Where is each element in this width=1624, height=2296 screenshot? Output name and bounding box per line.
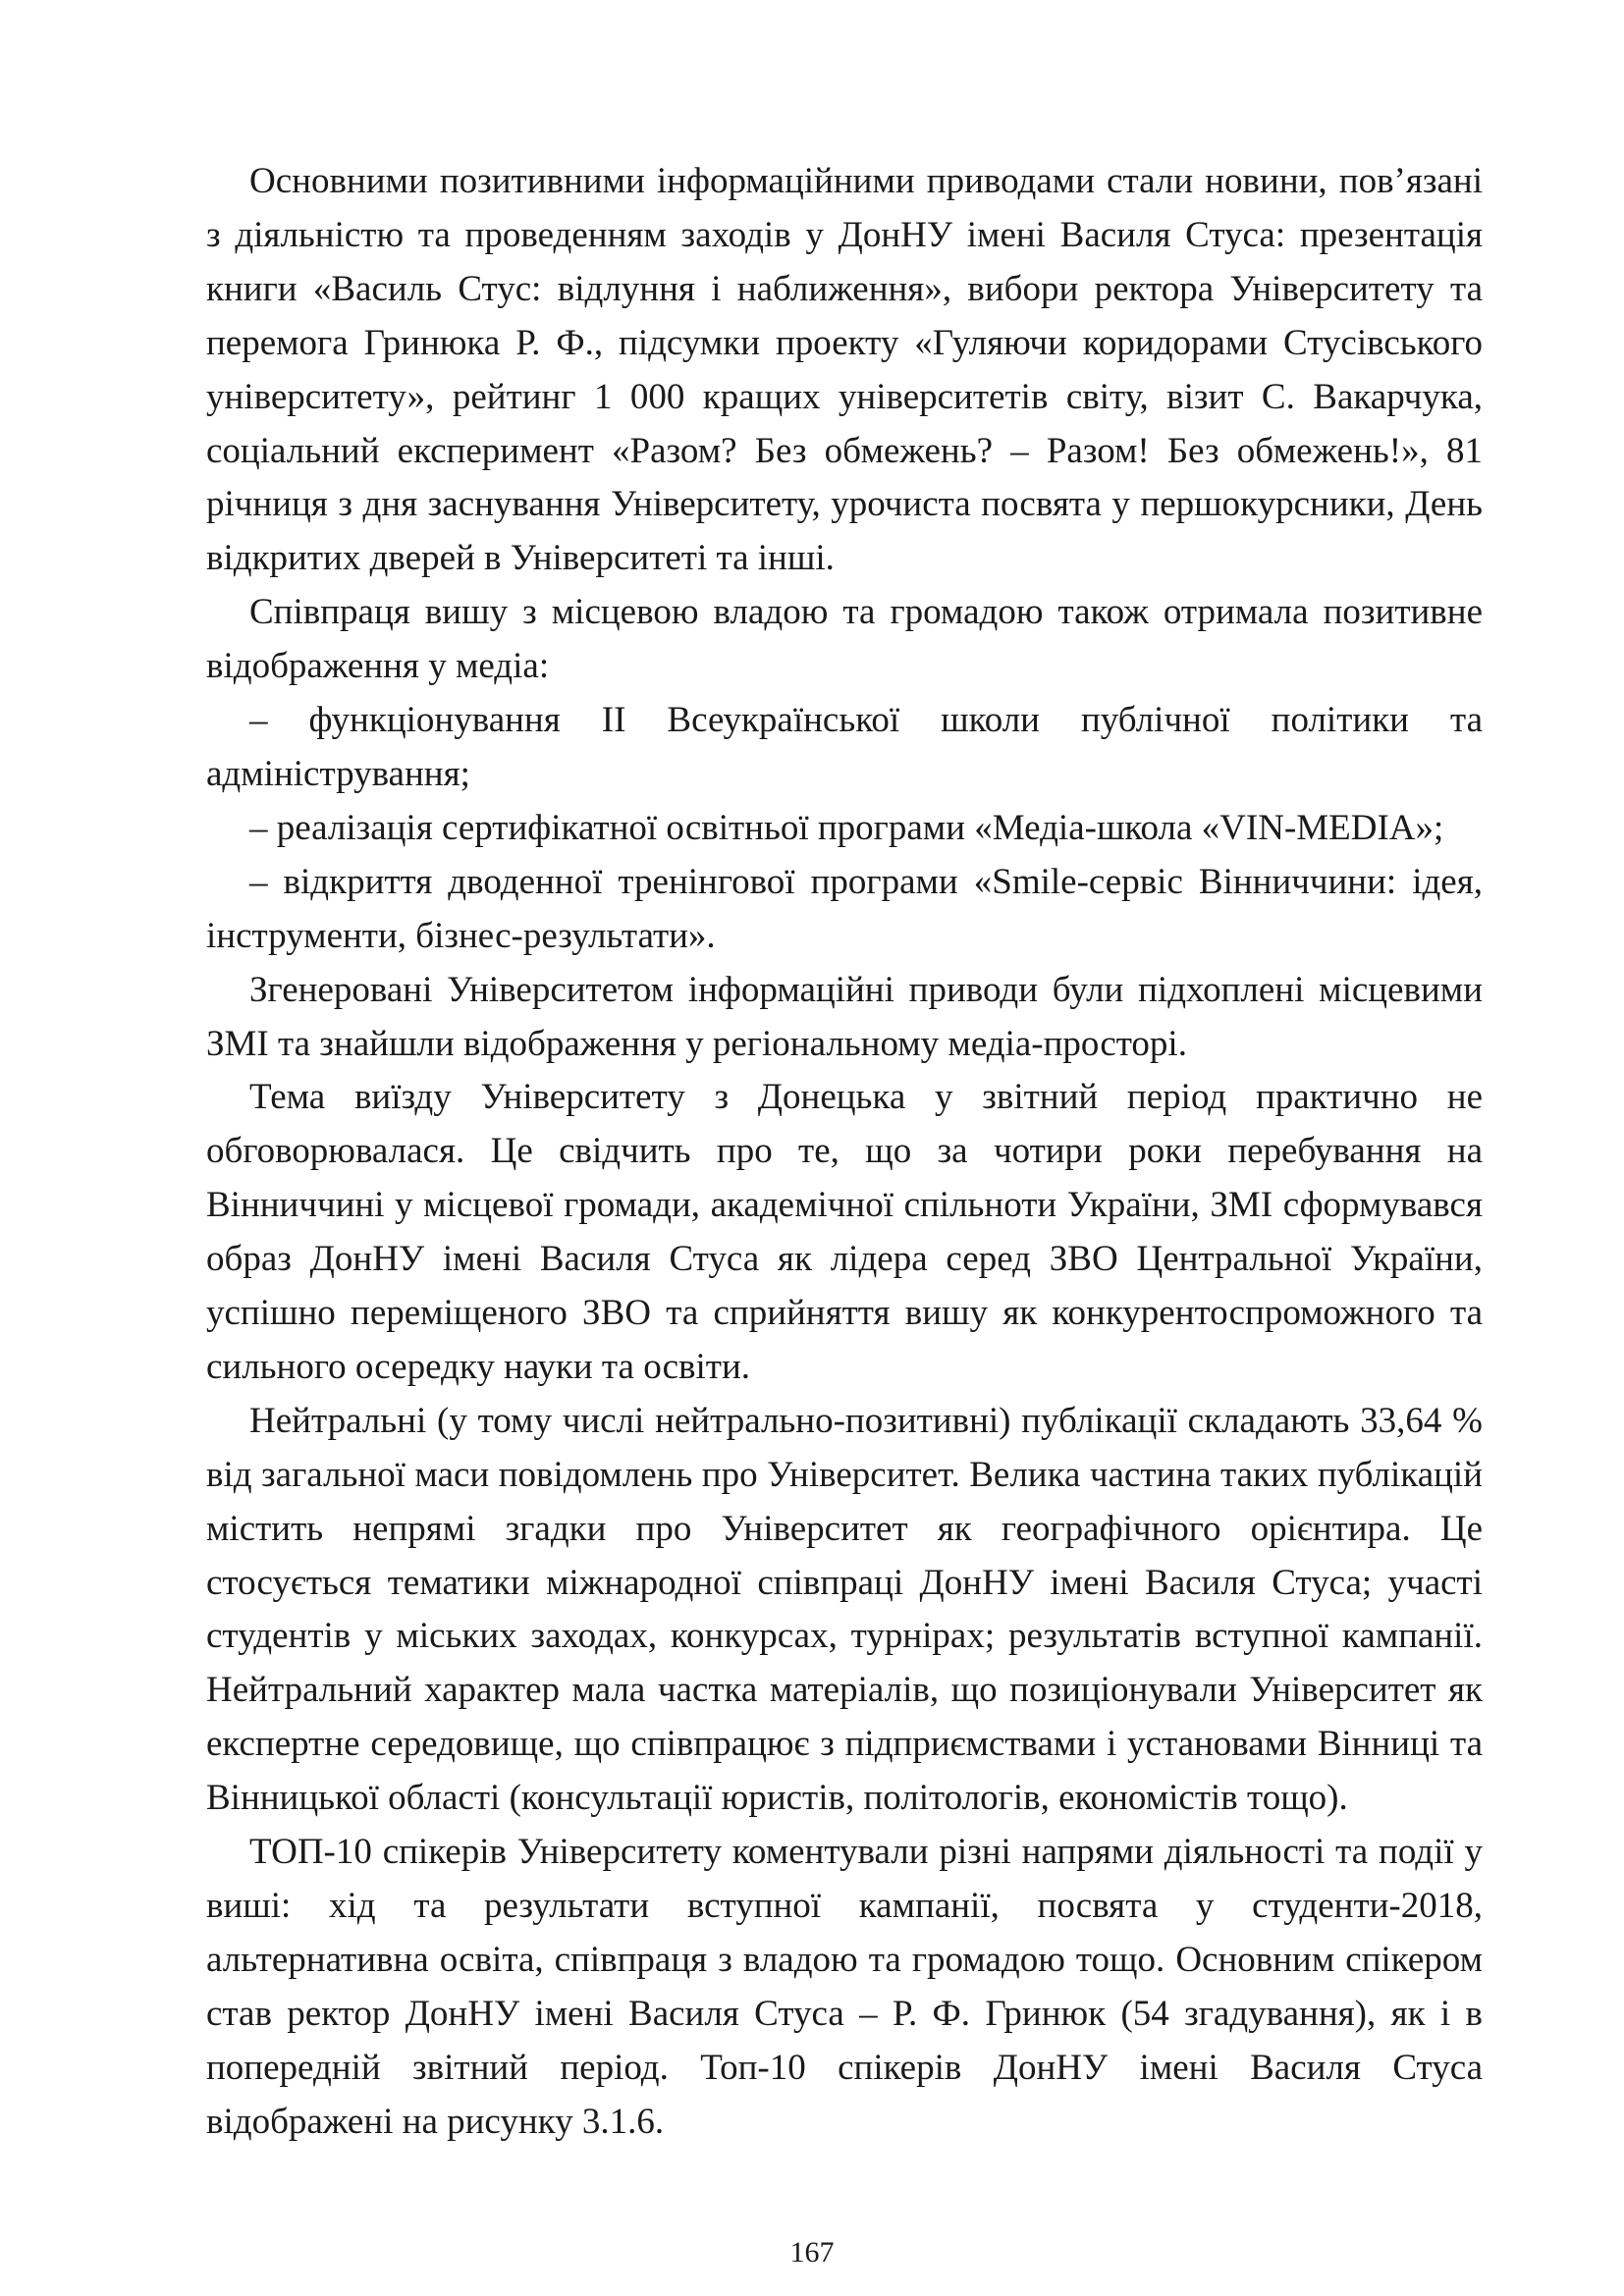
paragraph-top-speakers: ТОП-10 спікерів Університету коментували різні напрями діяльності та події у виші: хід та результати вступної кампанії, посвята у студенти-2018, альтернативна освіта, співпраця з владою та громадою тощо. Основним спікером став ректор ДонНУ імені Василя Стуса – Р. Ф. Гринюк (54 згадування), як і в попередній звітний період. Топ-10 спікерів ДонНУ імені Василя Стуса відображені на рисунку 3.1.6. bbox=[206, 1832, 1483, 2142]
page-number: 167 bbox=[789, 2236, 835, 2269]
list-item-public-policy-school: – функціонування ІІ Всеукраїнської школи публічної політики та адміністрування; bbox=[206, 700, 1483, 794]
paragraph-media-coverage: Згенеровані Університетом інформаційні приводи були підхоплені місцевими ЗМІ та знайшли відображення у регіональному медіа-просторі. bbox=[206, 969, 1483, 1064]
paragraph-positive-news: Основними позитивними інформаційними приводами стали новини, пов’язані з діяльністю та проведенням заходів у ДонНУ імені Василя Стуса: презентація книги «Василь Стус: відлуння і наближення», вибори ректора Університету та перемога Гринюка Р. Ф., підсумки проекту «Гуляючи коридорами Стусівського університету», рейтинг 1 000 кращих університетів світу, візит С. Вакарчука, соціальний експеримент «Разом? Без обмежень? – Разом! Без обмежень!», 81 річниця з дня заснування Університету, урочиста посвята у першокурсники, День відкритих дверей в Університеті та інші. bbox=[206, 161, 1483, 579]
paragraph-neutral-publications: Нейтральні (у тому числі нейтрально-позитивні) публікації складають 33,64 % від загальної маси повідомлень про Університет. Велика частина таких публікацій містить непрямі згадки про Університет як географічного орієнтира. Це стосується тематики міжнародної співпраці ДонНУ імені Василя Стуса; участі студентів у міських заходах, конкурсах, турнірах; результатів вступної кампанії. Нейтральний характер мала частка матеріалів, що позиціонували Університет як експертне середовище, що співпрацює з підприємствами і установами Вінниці та Вінницької області (консультації юристів, політологів, економістів тощо). bbox=[206, 1400, 1483, 1819]
paragraph-cooperation: Співпраця вишу з місцевою владою та громадою також отримала позитивне відображення у медіа: bbox=[206, 592, 1483, 687]
list-item-smile-service: – відкриття дводенної тренінгової програми «Smile-сервіс Вінниччини: ідея, інструменти, бізнес-результати». bbox=[206, 861, 1483, 956]
paragraph-relocation-topic: Тема виїзду Університету з Донецька у звітний період практично не обговорювалася. Це свідчить про те, що за чотири роки перебування на Вінниччині у місцевої громади, академічної спільноти України, ЗМІ сформувався образ ДонНУ імені Василя Стуса як лідера серед ЗВО Центральної України, успішно переміщеного ЗВО та сприйняття вишу як конкурентоспроможного та сильного осередку науки та освіти. bbox=[206, 1077, 1483, 1387]
body-text bbox=[206, 155, 1483, 2150]
list-item-vin-media: – реалізація сертифікатної освітньої програми «Медіа-школа «VIN-MEDIA»; bbox=[249, 807, 1444, 848]
